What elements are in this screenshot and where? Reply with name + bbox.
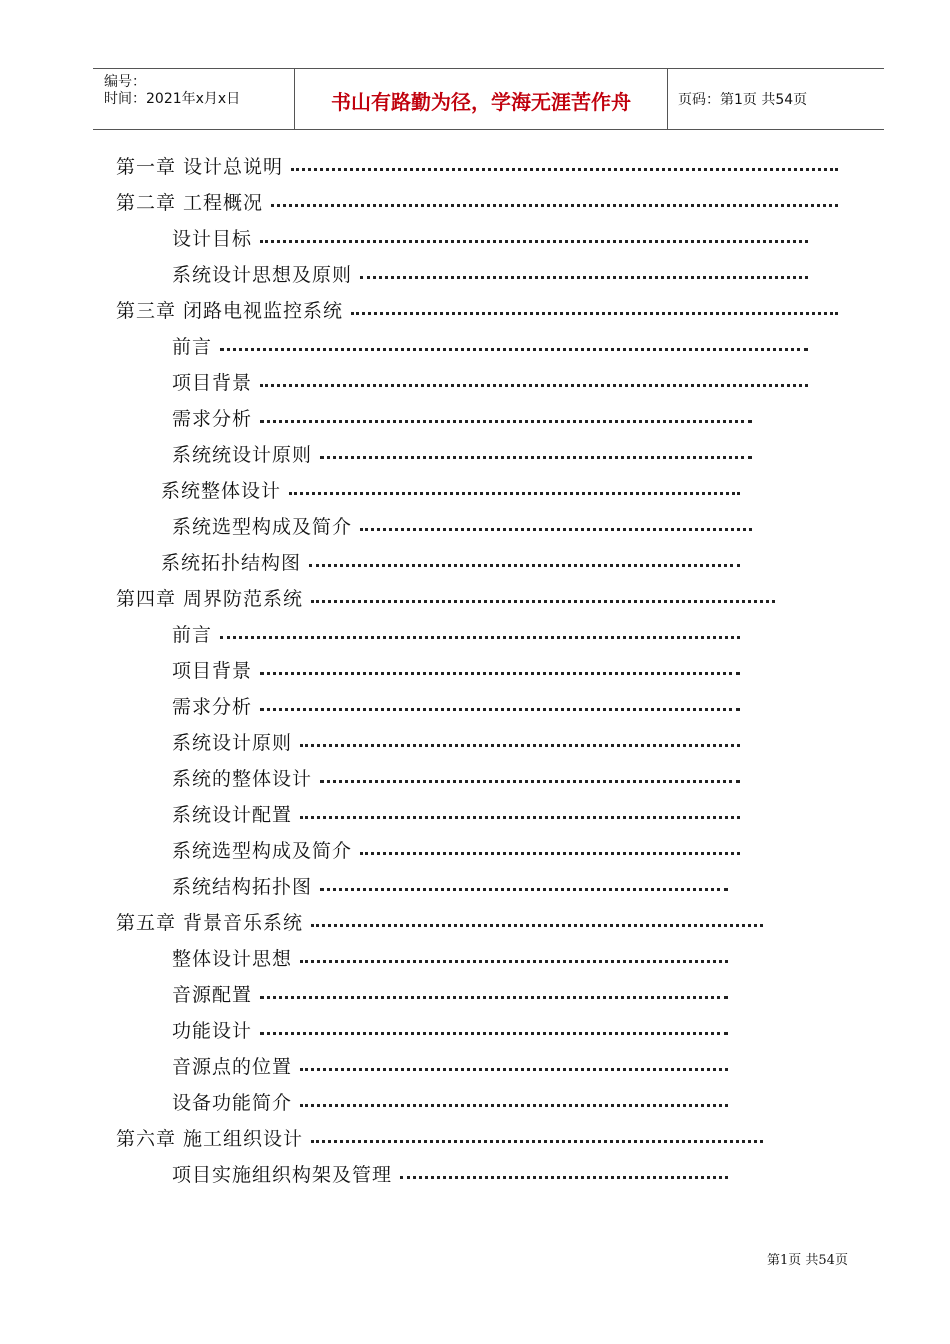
toc-dot-leader xyxy=(260,708,740,711)
toc-entry xyxy=(172,726,740,756)
toc-entry-label: 项目背景 xyxy=(172,371,253,394)
toc-dot-leader xyxy=(260,240,808,243)
toc-entry-label: 前言 xyxy=(172,623,213,646)
toc-entry xyxy=(116,150,838,180)
toc-dot-leader xyxy=(271,204,838,207)
toc-entry-label: 系统选型构成及简介 xyxy=(172,515,353,538)
toc-entry xyxy=(116,294,838,324)
toc-entry-label: 需求分析 xyxy=(172,695,253,718)
toc-entry xyxy=(116,186,838,216)
toc-entry-label: 第五章 背景音乐系统 xyxy=(116,911,304,934)
toc-entry xyxy=(172,330,808,360)
toc-dot-leader xyxy=(320,780,740,783)
footer-page-number: 第1页 共54页 xyxy=(767,1253,848,1268)
toc-entry-label: 音源配置 xyxy=(172,983,253,1006)
toc-entry xyxy=(172,1086,728,1116)
toc-entry xyxy=(172,762,740,792)
toc-dot-leader xyxy=(320,888,728,891)
toc-dot-leader xyxy=(289,492,740,495)
toc-dot-leader xyxy=(360,852,740,855)
toc-dot-leader xyxy=(311,600,775,603)
motto-text: 书山有路勤为径，学海无涯苦作舟 xyxy=(331,90,631,114)
toc-entry-label: 设备功能简介 xyxy=(172,1091,293,1114)
toc-entry-label: 项目背景 xyxy=(172,659,253,682)
toc-entry xyxy=(172,222,808,252)
toc-entry-label: 系统设计配置 xyxy=(172,803,293,826)
toc-entry xyxy=(172,438,752,468)
toc-dot-leader xyxy=(300,816,740,819)
toc-dot-leader xyxy=(300,1068,728,1071)
toc-dot-leader xyxy=(309,564,740,567)
toc-entry xyxy=(172,798,740,828)
toc-entry xyxy=(172,1158,728,1188)
toc-dot-leader xyxy=(300,744,740,747)
toc-entry xyxy=(172,834,740,864)
toc-entry xyxy=(116,582,775,612)
toc-entry-label: 第六章 施工组织设计 xyxy=(116,1127,304,1150)
toc-dot-leader xyxy=(260,1032,728,1035)
toc-entry xyxy=(116,906,763,936)
toc-entry-label: 设计目标 xyxy=(172,227,253,250)
header-page-cell xyxy=(667,69,884,129)
toc-entry xyxy=(172,402,752,432)
page-header xyxy=(93,68,884,130)
toc-entry-label: 项目实施组织构架及管理 xyxy=(172,1163,393,1186)
toc-entry-label: 需求分析 xyxy=(172,407,253,430)
toc-entry-label: 系统统设计原则 xyxy=(172,443,313,466)
toc-entry-label: 系统的整体设计 xyxy=(172,767,313,790)
toc-entry xyxy=(116,1122,763,1152)
toc-entry-label: 第三章 闭路电视监控系统 xyxy=(116,299,344,322)
toc-entry-label: 第二章 工程概况 xyxy=(116,191,264,214)
toc-entry-label: 系统拓扑结构图 xyxy=(161,551,302,574)
document-code-label: 编号： xyxy=(104,74,146,90)
toc-dot-leader xyxy=(291,168,838,171)
toc-entry xyxy=(172,690,740,720)
toc-entry-label: 系统选型构成及简介 xyxy=(172,839,353,862)
toc-entry xyxy=(172,654,740,684)
toc-entry-label: 音源点的位置 xyxy=(172,1055,293,1078)
toc-entry xyxy=(161,474,740,504)
toc-dot-leader xyxy=(260,996,728,999)
toc-entry-label: 前言 xyxy=(172,335,213,358)
toc-entry xyxy=(161,546,740,576)
toc-entry xyxy=(172,978,728,1008)
toc-dot-leader xyxy=(351,312,838,315)
toc-entry xyxy=(172,942,728,972)
toc-dot-leader xyxy=(320,456,752,459)
header-info-cell xyxy=(93,69,294,129)
toc-entry-label: 第一章 设计总说明 xyxy=(116,155,284,178)
toc-entry-label: 系统设计原则 xyxy=(172,731,293,754)
header-motto-cell xyxy=(294,69,668,129)
toc-entry-label: 系统设计思想及原则 xyxy=(172,263,353,286)
toc-entry xyxy=(172,366,808,396)
toc-entry-label: 系统结构拓扑图 xyxy=(172,875,313,898)
toc-dot-leader xyxy=(300,960,728,963)
toc-dot-leader xyxy=(311,924,763,927)
toc-dot-leader xyxy=(360,276,808,279)
toc-dot-leader xyxy=(260,420,752,423)
toc-dot-leader xyxy=(360,528,752,531)
header-page-info: 页码：第1页 共54页 xyxy=(678,92,808,108)
toc-entry xyxy=(172,258,808,288)
toc-dot-leader xyxy=(311,1140,763,1143)
toc-entry-label: 第四章 周界防范系统 xyxy=(116,587,304,610)
toc-entry xyxy=(172,1050,728,1080)
toc-entry-label: 系统整体设计 xyxy=(161,479,282,502)
toc-dot-leader xyxy=(260,384,808,387)
toc-dot-leader xyxy=(300,1104,728,1107)
toc-entry xyxy=(172,1014,728,1044)
toc-dot-leader xyxy=(260,672,740,675)
document-time-label: 时间：2021年x月x日 xyxy=(104,91,241,107)
toc-entry-label: 整体设计思想 xyxy=(172,947,293,970)
toc-entry-label: 功能设计 xyxy=(172,1019,253,1042)
toc-entry xyxy=(172,618,740,648)
toc-dot-leader xyxy=(400,1176,728,1179)
toc-entry xyxy=(172,510,752,540)
toc-dot-leader xyxy=(220,348,808,351)
toc-dot-leader xyxy=(220,636,740,639)
toc-entry xyxy=(172,870,728,900)
